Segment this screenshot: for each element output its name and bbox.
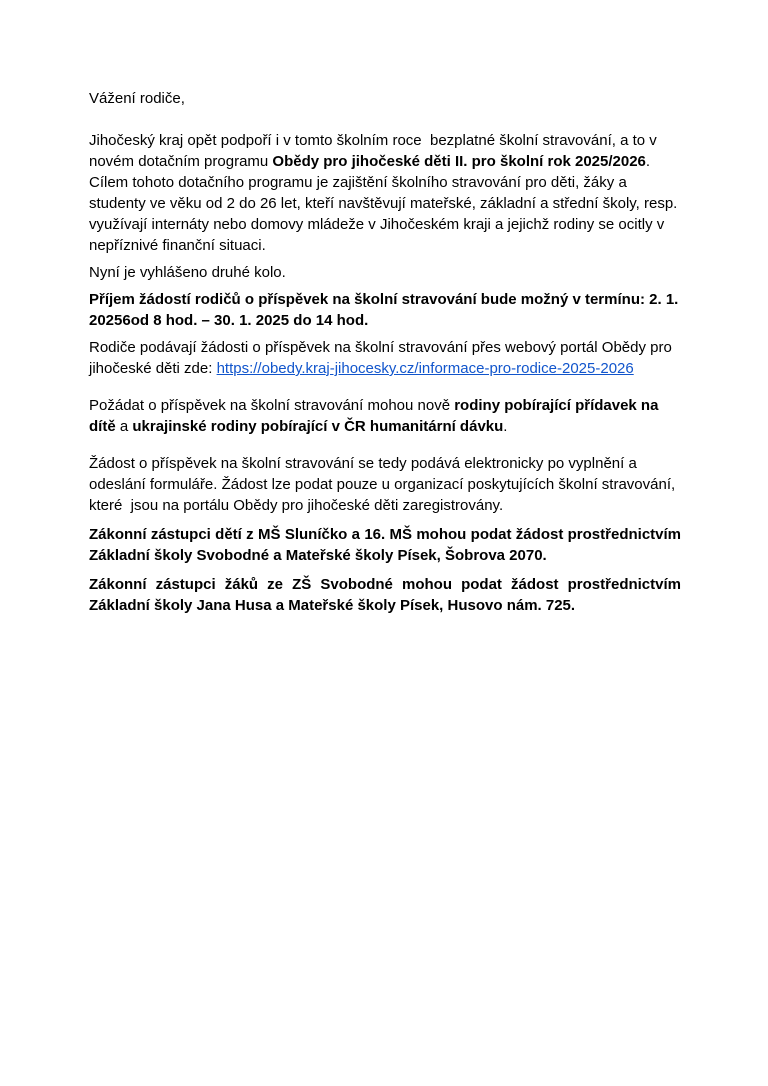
bold-text-run: rodiny pobírající přídavek na dítě	[89, 397, 663, 435]
paragraph-greeting	[89, 88, 681, 109]
text-run: a	[115, 418, 133, 435]
bold-text-run: Zákonní zástupci dětí z MŠ Sluníčko a 16. MŠ mohou podat žádost prostřednictvím Základní školy Svobodné a Mateřské školy Písek, Šobrova 2070.	[89, 526, 686, 564]
text-run: . Cílem tohoto dotačního programu je zajištění školního stravování pro děti, žáky a studenty ve věku od 2 do 26 let, kteří navštěvují mateřské, základní a střední školy, resp. využívají internáty nebo domovy mládeže v Jihočeském kraji a jejichž rodiny se ocitly v nepříznivé finanční situaci.	[89, 153, 682, 254]
bold-text-run: ukrajinské rodiny pobírající v ČR humanitární dávku	[132, 418, 504, 435]
paragraph-electronic-submission	[89, 453, 681, 516]
bold-text-run: Zákonní zástupci žáků ze ZŠ Svobodné mohou podat žádost prostřednictvím Základní školy Jana Husa a Mateřské školy Písek, Husovo nám. 725.	[89, 576, 686, 614]
paragraphs-container	[89, 88, 686, 616]
paragraph-zs-svobodna	[89, 574, 686, 616]
paragraph-deadline	[89, 289, 681, 331]
bold-text-run: Příjem žádostí rodičů o příspěvek na školní stravování bude možný v termínu: 2. 1. 20256od 8 hod. – 30. 1. 2025 do 14 hod.	[89, 291, 683, 329]
portal-link[interactable]: https://obedy.kraj-jihocesky.cz/informace-pro-rodice-2025-2026	[216, 360, 634, 377]
text-run: Požádat o příspěvek na školní stravování mohou nově	[89, 397, 455, 414]
paragraph-eligible-families	[89, 395, 681, 437]
text-run: Žádost o příspěvek na školní stravování se tedy podává elektronicky po vyplnění a odeslání formuláře. Žádost lze podat pouze u organizací poskytujících školní stravování, které jsou na portálu Obědy pro jihočeské děti zaregistrovány.	[89, 455, 680, 514]
bold-text-run: Obědy pro jihočeské děti II. pro školní rok 2025/2026	[272, 153, 646, 170]
paragraph-ms-slunicko	[89, 524, 686, 566]
text-run: Jihočeský kraj opět podpoří i v tomto školním roce bezplatné školní stravování, a to v novém dotačním programu	[89, 132, 661, 170]
text-run: Nyní je vyhlášeno druhé kolo.	[89, 264, 286, 281]
paragraph-portal	[89, 337, 681, 379]
text-run: Rodiče podávají žádosti o příspěvek na školní stravování přes webový portál Obědy pro jihočeské děti zde:	[89, 339, 676, 377]
text-run: Vážení rodiče,	[89, 90, 185, 107]
paragraph-intro	[89, 130, 681, 256]
paragraph-second-round	[89, 262, 681, 283]
text-run: .	[503, 418, 508, 435]
